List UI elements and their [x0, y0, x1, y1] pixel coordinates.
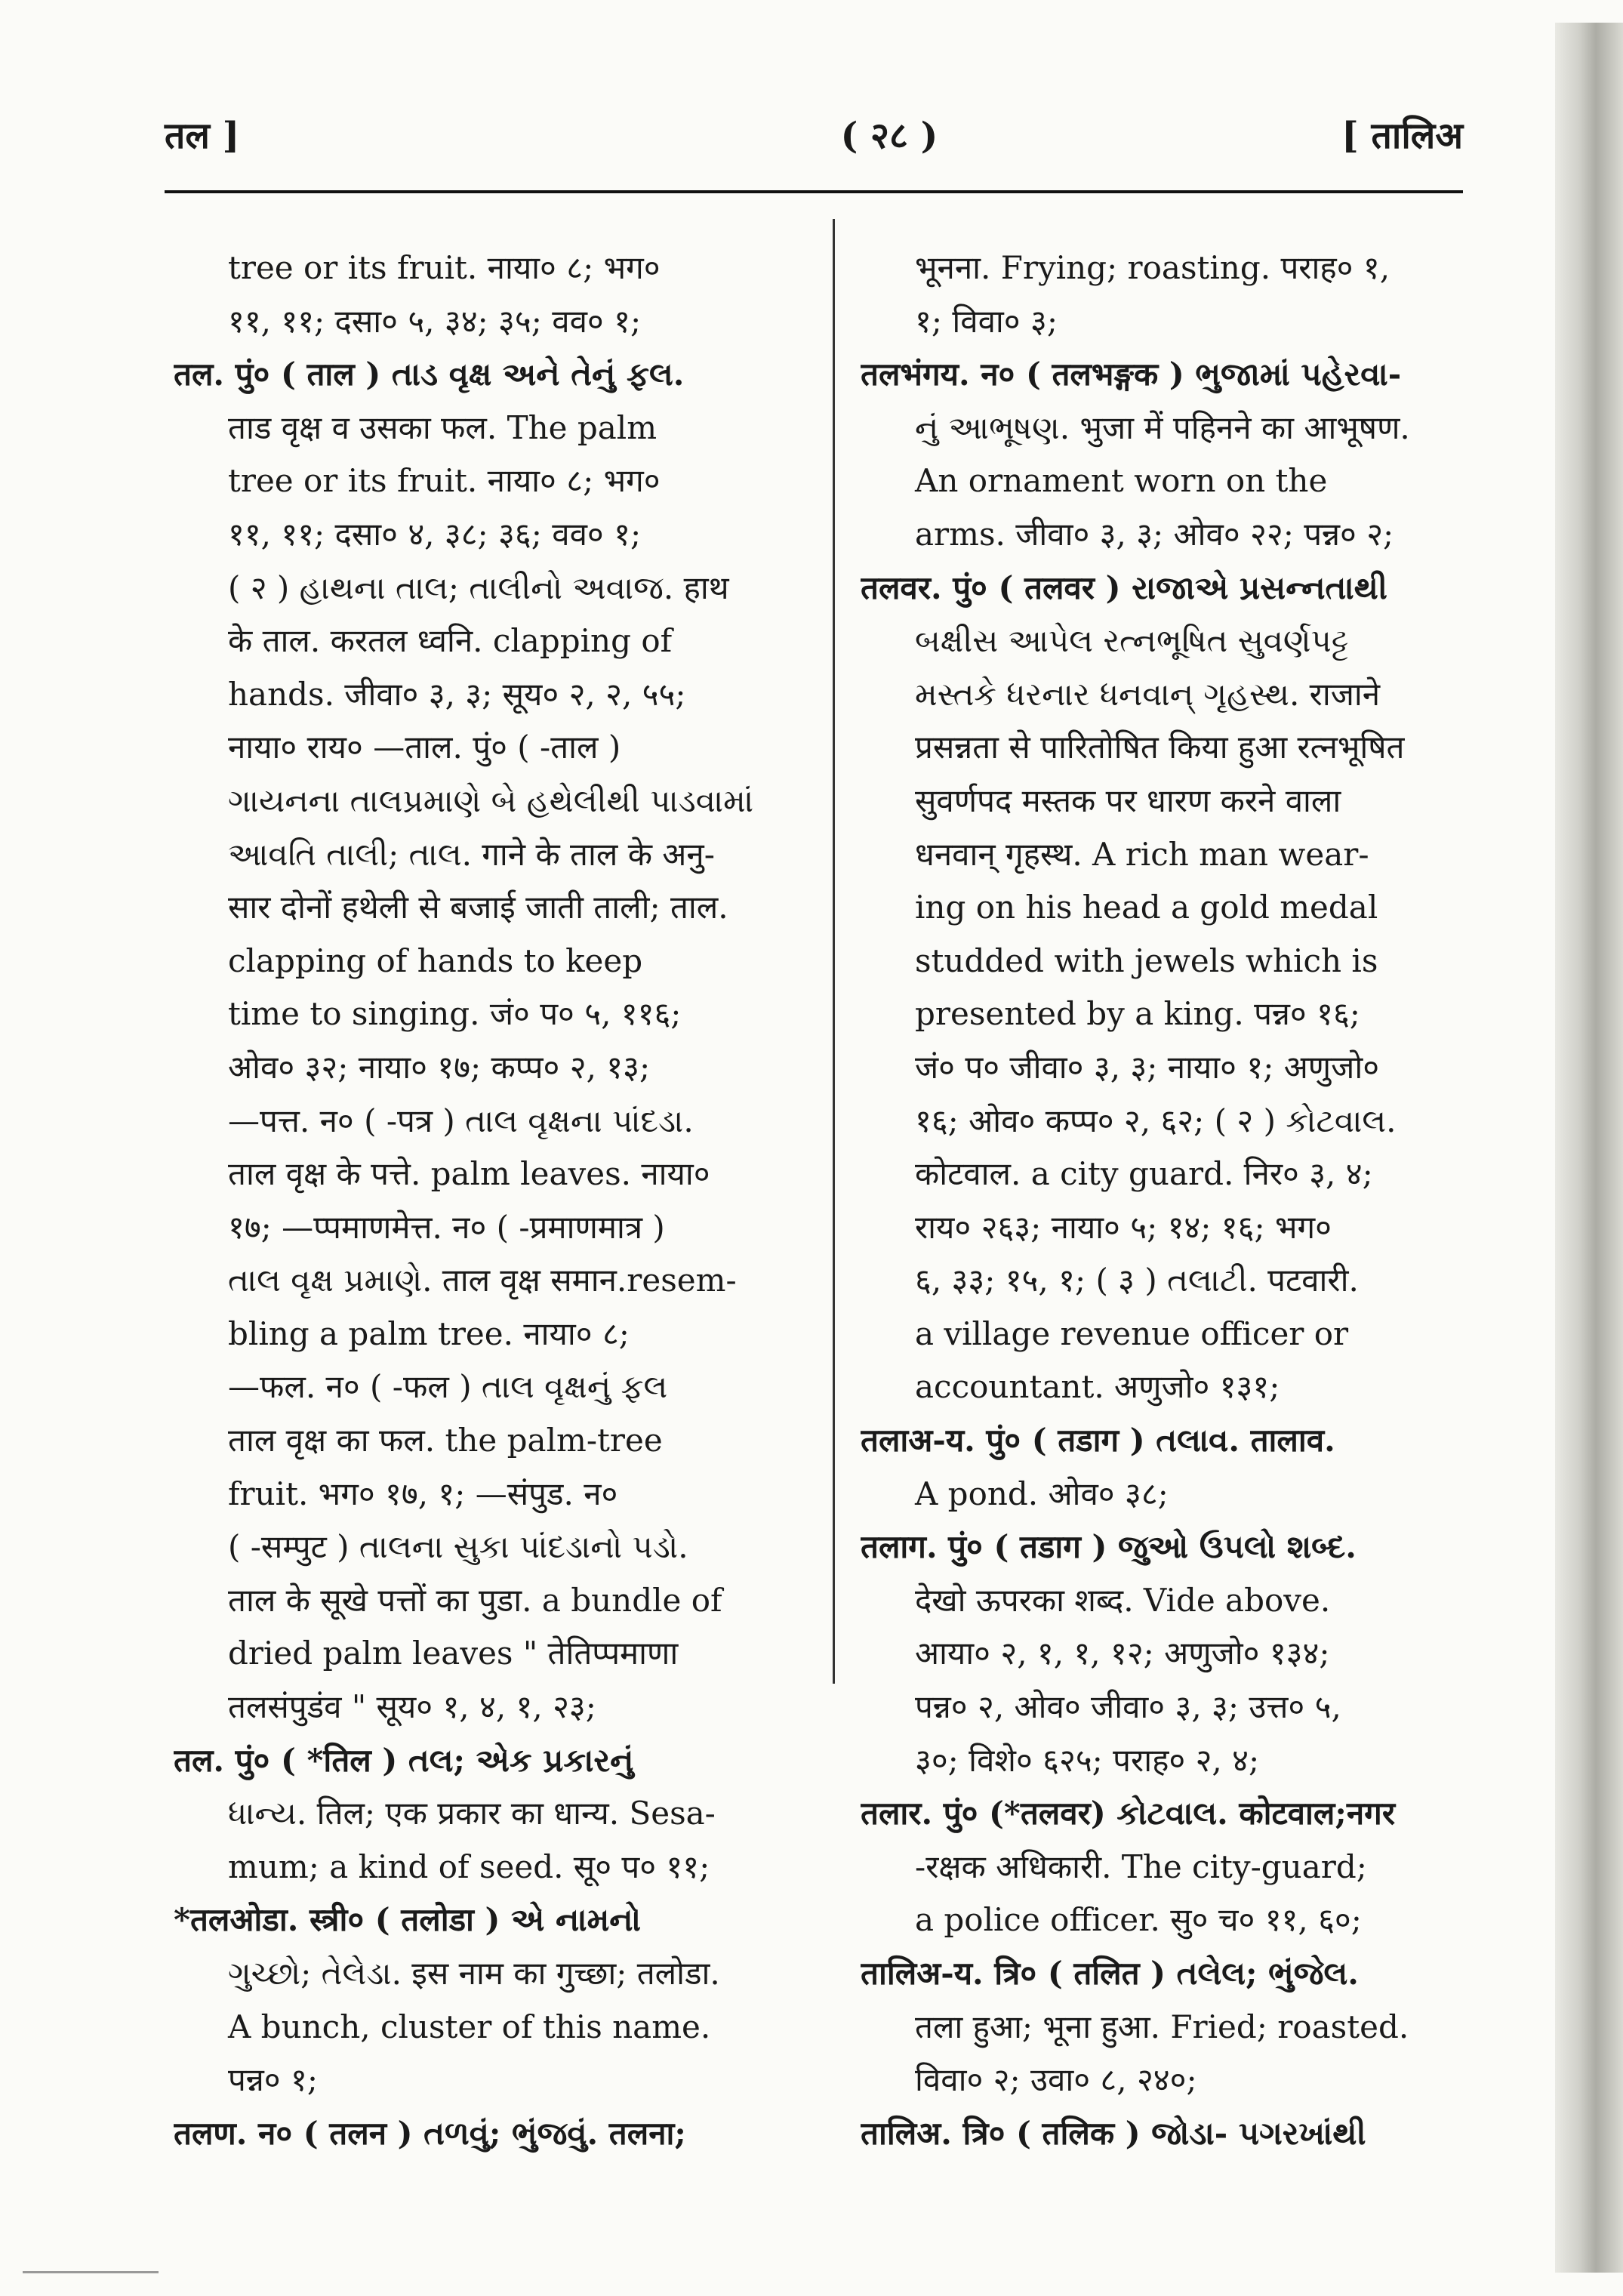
entry-line: पन्न० १; [228, 2061, 318, 2099]
entry-line: प्रसन्नता से पारितोषित किया हुआ रत्नभूषित [915, 729, 1405, 766]
entry-line: clapping of hands to keep [228, 942, 643, 979]
entry-headword-line: तलाअ-य. पुं० ( तडाग ) તલાવ. तालाव. [861, 1422, 1335, 1459]
entry-line: १६; ओव० कप्प० २, ६२; ( २ ) કોટવાલ. [915, 1102, 1397, 1139]
header-start-word: तल ] [165, 115, 240, 157]
entry-line: राय० २६३; नाया० ५; १४; १६; भग० [915, 1208, 1332, 1246]
entry-line: mum; a kind of seed. सू० प० ११; [228, 1848, 710, 1885]
entry-line: arms. जीवा० ३, ३; ओव० २२; पन्न० २; [915, 515, 1394, 553]
entry-line: नाया० राय० —ताल. पुं० ( -ताल ) [228, 729, 621, 766]
entry-line: dried palm leaves " तेतिप्पमाणा [228, 1635, 679, 1672]
entry-line: धनवान् गृहस्थ. A rich man wear- [915, 835, 1369, 873]
entry-line: An ornament worn on the [915, 462, 1328, 500]
entry-line: બક્ષીસ આપેલ રત્નભૂષિત સુવર્ણપટ્ટ [915, 622, 1349, 660]
entry-line: सार दोनों हथेली से बजाई जाती ताली; ताल. [228, 889, 728, 926]
entry-line: के ताल. करतल ध्वनि. clapping of [228, 622, 673, 660]
entry-line: a police officer. सु० च० ११, ६०; [915, 1901, 1362, 1939]
entry-line: accountant. अणुजो० १३१; [915, 1368, 1280, 1406]
entry-line: ing on his head a gold medal [915, 889, 1378, 926]
entry-line: તાલ વૃક્ષ પ્રમાણે. ताल वृक्ष समान.resem- [228, 1262, 737, 1299]
entry-line: ( २ ) હાથના તાલ; તાલીનો અવાજ. हाथ [228, 569, 729, 606]
entry-line: આવતિ તાલી; તાલ. गाने के ताल के अनु- [228, 835, 715, 873]
entry-line: A bunch, cluster of this name. [228, 2008, 711, 2045]
entry-line: ११, ११; दसा० ५, ३४; ३५; वव० १; [228, 302, 642, 340]
entry-line: जं० प० जीवा० ३, ३; नाया० १; अणुजो० [915, 1048, 1380, 1086]
entry-line: time to singing. जं० प० ५, ११६; [228, 995, 682, 1033]
entry-line: १; विवा० ३; [915, 302, 1058, 340]
entry-line: ધાન્ય. तिल; एक प्रकार का धान्य. Sesa- [228, 1795, 716, 1832]
entry-headword-line: तलण. न० ( तलन ) તળવું; ભુંજવું. तलना; [174, 2114, 686, 2152]
entry-line: a village revenue officer or [915, 1314, 1349, 1352]
entry-headword-line: तालिअ. त्रि० ( तलिक ) જોડા- પગરખાંથી [861, 2114, 1366, 2152]
entry-headword-line: तलार. पुं० (*तलवर) કોટવાલ. कोटवाल;नगर [861, 1795, 1396, 1832]
entry-headword-line: तालिअ-य. त्रि० ( तलित ) તલેલ; ભુંજેલ. [861, 1955, 1359, 1992]
entry-line: ३०; विशे० ६२५; पराह० २, ४; [915, 1741, 1260, 1779]
column-divider [833, 219, 835, 1684]
entry-line: -रक्षक अधिकारी. The city-guard; [915, 1848, 1367, 1885]
entry-line: ओव० ३२; नाया० १७; कप्प० २, १३; [228, 1048, 651, 1086]
entry-headword-line: तल. पुं० ( ताल ) તાડ વૃક્ષ અને તેનું ફલ. [174, 356, 685, 393]
entry-headword-line: तलभंगय. न० ( तलभङ्गक ) ભુજામાં પહેરવા- [861, 356, 1402, 393]
entry-line: कोटवाल. a city guard. निर० ३, ४; [915, 1155, 1373, 1193]
entry-line: आया० २, १, १, १२; अणुजो० १३४; [915, 1635, 1330, 1672]
header-end-word: [ तालिअ [1341, 115, 1463, 157]
left-column [174, 242, 800, 2160]
entry-line: tree or its fruit. नाया० ८; भग० [228, 462, 661, 500]
entry-line: पन्न० २, ओव० जीवा० ३, ३; उत्त० ५, [915, 1688, 1341, 1726]
entry-line: ( -सम्पुट ) તાલના સુકા પાંદડાનો પડો. [228, 1528, 688, 1566]
entry-headword-line: तलाग. पुं० ( तडाग ) જુઓ ઉપલો શબ્દ. [861, 1528, 1357, 1566]
entry-line: —फल. न० ( -फल ) તાલ વૃક્ષનું ફલ [228, 1368, 668, 1406]
header-rule [165, 190, 1463, 193]
entry-line: सुवर्णपद मस्तक पर धारण करने वाला [915, 781, 1341, 819]
entry-line: ગુચ્છો; તેલેડા. इस नाम का गुच्छा; तलोडा. [228, 1955, 720, 1992]
right-column [861, 242, 1487, 2160]
entry-line: तला हुआ; भूना हुआ. Fried; roasted. [915, 2008, 1409, 2045]
entry-line: —पत्त. न० ( -पत्र ) તાલ વૃક્ષના પાંદડા. [228, 1102, 694, 1139]
entry-line: भूनना. Frying; roasting. पराह० १, [915, 249, 1390, 286]
entry-line: presented by a king. पन्न० १६; [915, 995, 1360, 1033]
entry-line: ताल वृक्ष का फल. the palm-tree [228, 1422, 663, 1459]
entry-line: १७; —प्पमाणमेत्त. न० ( -प्रमाणमात्र ) [228, 1208, 665, 1246]
entry-line: hands. जीवा० ३, ३; सूय० २, २, ५५; [228, 675, 686, 713]
entry-line: ताल वृक्ष के पत्ते. palm leaves. नाया० [228, 1155, 710, 1193]
entry-line: ६, ३३; १५, १; ( ३ ) તલાટી. पटवारी. [915, 1262, 1359, 1299]
entry-line: fruit. भग० १७, १; —संपुड. न० [228, 1475, 618, 1512]
page-number: ( २८ ) [840, 115, 938, 157]
page-header [165, 106, 1463, 166]
entry-line: bling a palm tree. नाया० ८; [228, 1314, 630, 1352]
entry-line: tree or its fruit. नाया० ८; भग० [228, 249, 661, 286]
entry-line: studded with jewels which is [915, 942, 1378, 979]
entry-headword-line: तल. पुं० ( *तिल ) તલ; એક પ્રકારનું [174, 1741, 634, 1779]
entry-line: तलसंपुडंव " सूय० १, ४, १, २३; [228, 1688, 596, 1726]
page-edge-shadow [1555, 23, 1623, 2273]
entry-line: A pond. ओव० ३८; [915, 1475, 1169, 1512]
entry-line: विवा० २; उवा० ८, २४०; [915, 2061, 1197, 2099]
entry-line: ११, ११; दसा० ४, ३८; ३६; वव० १; [228, 515, 642, 553]
entry-line: મસ્તકે ધરનાર ધનવાન્ ગૃહસ્થ. राजाने [915, 675, 1381, 713]
entry-line: ताड वृक्ष व उसका फल. The palm [228, 408, 658, 446]
entry-line: ताल के सूखे पत्तों का पुडा. a bundle of [228, 1581, 722, 1619]
entry-line: ગાયનના તાલપ્રમાણે બે હથેલીથી પાડવામાં [228, 781, 754, 819]
entry-headword-line: तलवर. पुं० ( तलवर ) રાજાએ પ્રસન્નતાથી [861, 569, 1387, 606]
entry-headword-line: *तलओडा. स्त्री० ( तलोडा ) એ નામનો [174, 1901, 642, 1939]
entry-line: નું આભૂષણ. भुजा में पहिनने का आभूषण. [915, 408, 1410, 446]
entry-line: देखो ऊपरका शब्द. Vide above. [915, 1581, 1331, 1619]
page-corner-mark [23, 2271, 159, 2273]
